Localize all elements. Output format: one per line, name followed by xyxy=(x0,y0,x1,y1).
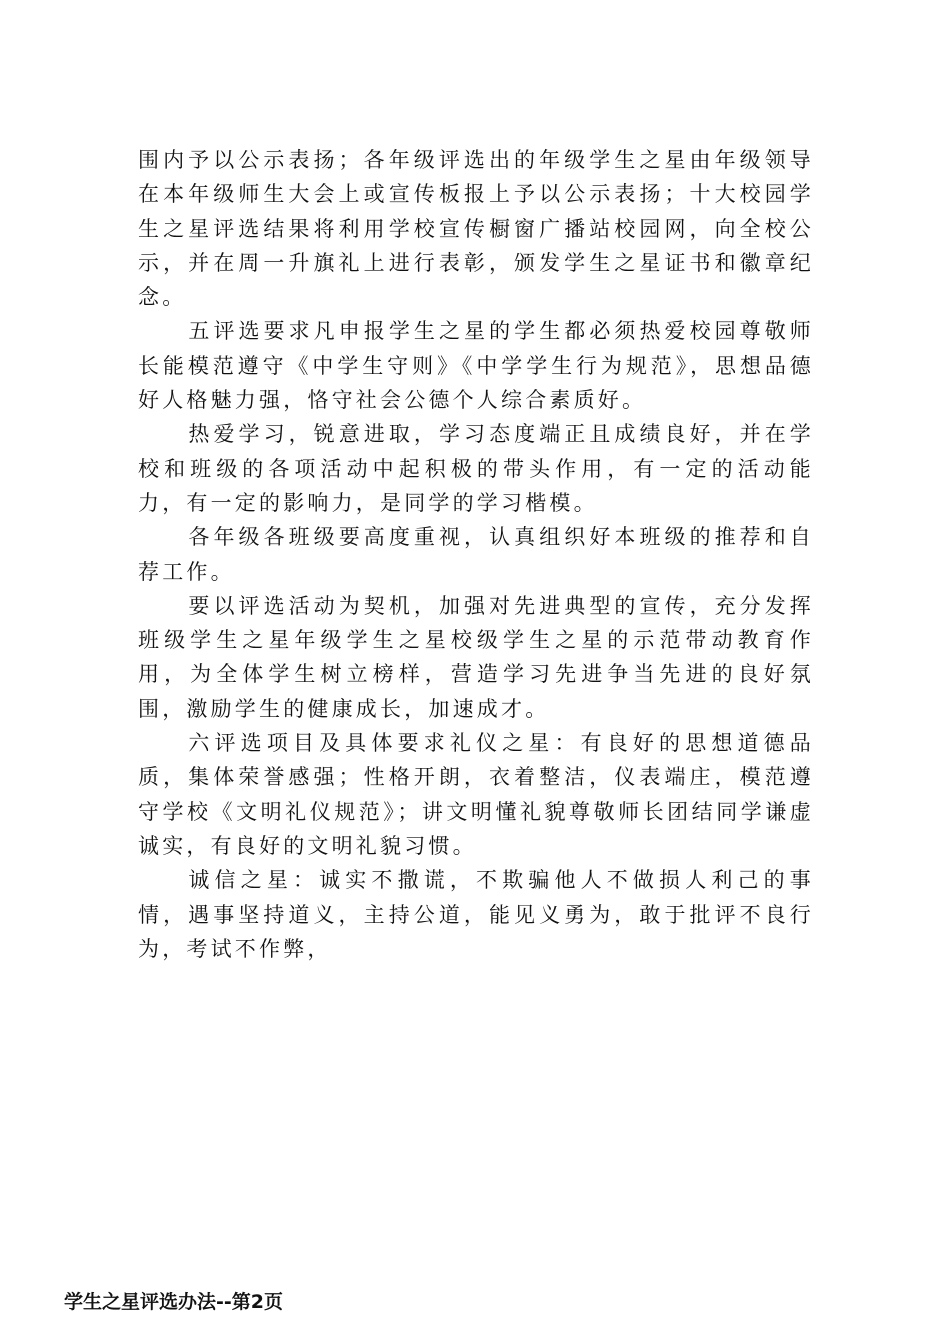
page-footer: 学生之星评选办法--第2页 xyxy=(64,1291,283,1313)
paragraph-5: 要以评选活动为契机，加强对先进典型的宣传，充分发挥班级学生之星年级学生之星校级学生之星的示范带动教育作用，为全体学生树立榜样，营造学习先进争当先进的良好氛围，激励学生的健康成长，加速成才。 xyxy=(138,593,814,721)
paragraph-1: 围内予以公示表扬；各年级评选出的年级学生之星由年级领导在本年级师生大会上或宣传板报上予以公示表扬；十大校园学生之星评选结果将利用学校宣传橱窗广播站校园网，向全校公示，并在周一升旗礼上进行表彰，颁发学生之星证书和徽章纪念。 xyxy=(138,148,814,310)
paragraph-6: 六评选项目及具体要求礼仪之星：有良好的思想道德品质，集体荣誉感强；性格开朗，衣着整洁，仪表端庄，模范遵守学校《文明礼仪规范》；讲文明懂礼貌尊敬师长团结同学谦虚诚实，有良好的文明礼貌习惯。 xyxy=(138,731,814,858)
paragraph-2: 五评选要求凡申报学生之星的学生都必须热爱校园尊敬师长能模范遵守《中学生守则》《中学学生行为规范》，思想品德好人格魅力强，恪守社会公德个人综合素质好。 xyxy=(138,319,814,413)
paragraph-7: 诚信之星：诚实不撒谎，不欺骗他人不做损人利己的事情，遇事坚持道义，主持公道，能见义勇为，敢于批评不良行为，考试不作弊， xyxy=(138,868,814,961)
document-body xyxy=(138,143,814,966)
paragraph-3: 热爱学习，锐意进取，学习态度端正且成绩良好，并在学校和班级的各项活动中起积极的带头作用，有一定的活动能力，有一定的影响力，是同学的学习楷模。 xyxy=(138,422,814,515)
paragraph-4: 各年级各班级要高度重视，认真组织好本班级的推荐和自荐工作。 xyxy=(138,525,814,584)
